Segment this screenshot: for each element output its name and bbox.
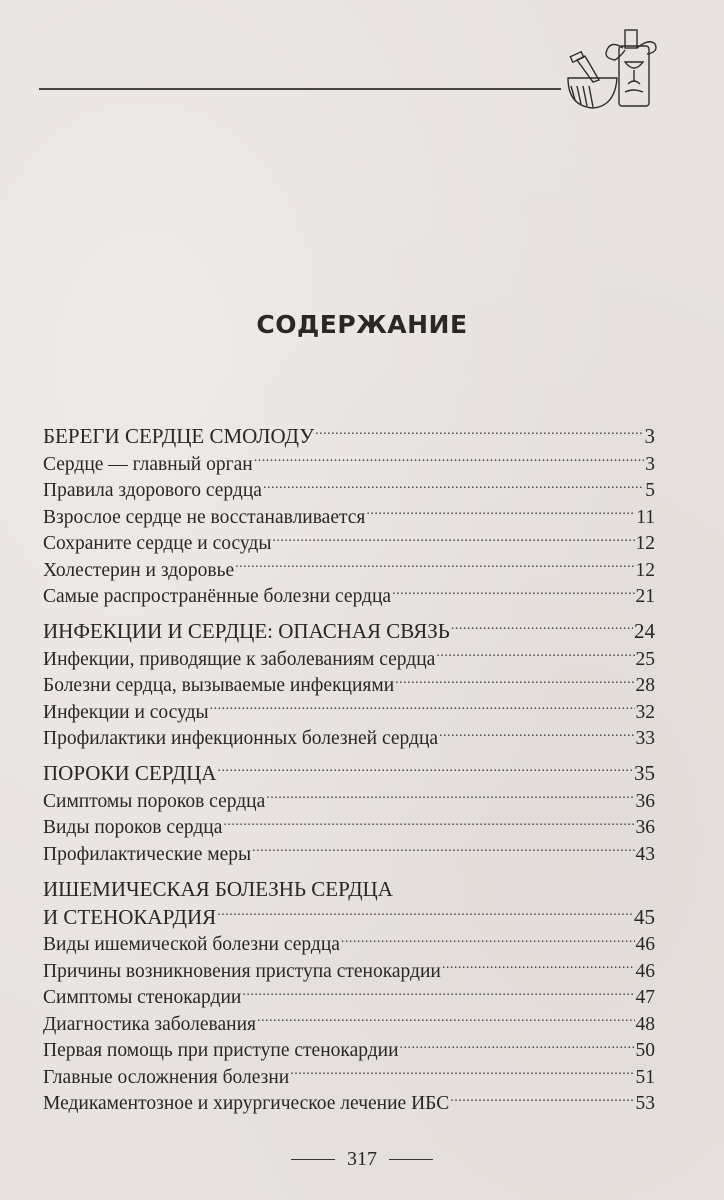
toc-entry-label: Взрослое сердце не восстанавливается: [43, 506, 366, 528]
toc-page-number: 33: [635, 728, 655, 749]
toc-section-title: БЕРЕГИ СЕРДЦЕ СМОЛОДУ: [43, 424, 315, 448]
footer-dash-left: [291, 1159, 335, 1161]
toc-entry[interactable]: [43, 931, 655, 958]
toc-section-title: ИНФЕКЦИИ И СЕРДЦЕ: ОПАСНАЯ СВЯЗЬ: [43, 619, 450, 643]
page-title: СОДЕРЖАНИЕ: [256, 310, 468, 339]
toc-page-number: 53: [635, 1093, 655, 1114]
toc-entry[interactable]: [43, 698, 655, 725]
toc-section-title-line1: ИШЕМИЧЕСКАЯ БОЛЕЗНЬ СЕРДЦА: [43, 876, 393, 901]
toc-page-number: 5: [645, 480, 655, 501]
toc-section[interactable]: [43, 759, 655, 787]
toc-entry-label: Самые распространённые болезни сердца: [43, 586, 392, 607]
toc-entry[interactable]: [43, 477, 655, 504]
toc-entry[interactable]: [43, 583, 655, 610]
leader-dots: [341, 931, 635, 951]
leader-dots: [257, 1010, 635, 1030]
toc-page-number: 32: [635, 701, 655, 723]
toc-entry-label: Холестерин и здоровье: [43, 559, 235, 581]
toc-page-number: 35: [634, 761, 655, 785]
toc-section[interactable]: [43, 422, 655, 450]
leader-dots: [217, 759, 633, 780]
toc-entry-label: Виды ишемической болезни сердца: [43, 934, 340, 955]
leader-dots: [235, 556, 634, 576]
toc-entry-label: Правила здорового сердца: [43, 480, 262, 501]
leader-dots: [272, 530, 634, 550]
toc-section[interactable]: [43, 617, 655, 645]
toc-page-number: 3: [645, 453, 655, 475]
toc-page-number: 45: [634, 904, 655, 929]
leader-dots: [210, 698, 635, 718]
leader-dots: [263, 477, 644, 497]
toc-section-continued[interactable]: [43, 903, 655, 931]
toc-entry-label: Инфекции и сосуды: [43, 701, 209, 723]
toc-entry-label: Главные осложнения болезни: [43, 1066, 290, 1088]
toc-section[interactable]: [43, 875, 655, 903]
toc-entry-label: Профилактические меры: [43, 843, 252, 865]
toc-entry-label: Медикаментозное и хирургическое лечение ИБС: [43, 1093, 450, 1114]
leader-dots: [400, 1037, 635, 1057]
toc-page-number: 36: [635, 790, 655, 812]
toc-page-number: 46: [635, 934, 655, 955]
toc-page-number: 3: [644, 424, 655, 448]
toc-entry-label: Болезни сердца, вызываемые инфекциями: [43, 675, 395, 696]
leader-dots: [290, 1063, 634, 1083]
toc-entry[interactable]: [43, 450, 655, 477]
toc-page-number: 50: [635, 1040, 655, 1061]
leader-dots: [366, 503, 635, 523]
toc-page-number: 51: [635, 1066, 655, 1088]
toc-page-number: 48: [635, 1013, 655, 1035]
toc-entry-label: Причины возникновения приступа стенокардии: [43, 960, 441, 982]
toc-entry-label: Симптомы стенокардии: [43, 987, 242, 1008]
mortar-pestle-bottle-icon: [563, 20, 683, 110]
toc-page-number: 43: [635, 843, 655, 865]
toc-entry[interactable]: [43, 725, 655, 752]
toc-page-number: 11: [636, 506, 655, 528]
toc-page-number: 28: [635, 675, 655, 696]
toc-entry-label: Сердце — главный орган: [43, 453, 253, 475]
toc-page-number: 12: [635, 533, 655, 554]
toc-entry-label: Симптомы пороков сердца: [43, 790, 266, 812]
table-of-contents: [43, 422, 655, 1116]
toc-section-title: ПОРОКИ СЕРДЦА: [43, 761, 217, 785]
toc-page-number: 24: [634, 619, 655, 643]
toc-entry-label: Первая помощь при приступе стенокардии: [43, 1040, 399, 1061]
toc-entry-label: Сохраните сердце и сосуды: [43, 533, 272, 554]
toc-entry[interactable]: [43, 957, 655, 984]
toc-entry[interactable]: [43, 503, 655, 530]
page-number: 317: [347, 1148, 377, 1170]
toc-entry[interactable]: [43, 840, 655, 867]
leader-dots: [392, 583, 634, 603]
leader-dots: [436, 645, 634, 665]
toc-entry[interactable]: [43, 814, 655, 841]
toc-entry[interactable]: [43, 1090, 655, 1117]
toc-page-number: 25: [635, 648, 655, 670]
toc-entry[interactable]: [43, 530, 655, 557]
toc-entry[interactable]: [43, 984, 655, 1011]
leader-dots: [217, 903, 633, 924]
leader-dots: [254, 450, 645, 470]
leader-dots: [451, 617, 633, 638]
footer-dash-right: [389, 1159, 433, 1161]
toc-entry-label: Инфекции, приводящие к заболеваниям сердца: [43, 648, 436, 670]
toc-page-number: 21: [635, 586, 655, 607]
toc-entry[interactable]: [43, 1037, 655, 1064]
leader-dots: [395, 672, 634, 692]
toc-entry-label: Виды пороков сердца: [43, 817, 223, 838]
toc-entry-label: Профилактики инфекционных болезней сердца: [43, 728, 439, 749]
leader-dots: [252, 840, 634, 860]
toc-page-number: 46: [635, 960, 655, 982]
toc-entry-label: Диагностика заболевания: [43, 1013, 256, 1035]
toc-entry[interactable]: [43, 1063, 655, 1090]
page-footer: [0, 1148, 724, 1171]
toc-section-title-line2: И СТЕНОКАРДИЯ: [43, 904, 217, 929]
toc-page-number: 12: [635, 559, 655, 581]
leader-dots: [442, 957, 635, 977]
leader-dots: [315, 422, 643, 443]
toc-entry[interactable]: [43, 672, 655, 699]
leader-dots: [266, 787, 634, 807]
toc-entry[interactable]: [43, 556, 655, 583]
toc-page-number: 36: [635, 817, 655, 838]
toc-entry[interactable]: [43, 1010, 655, 1037]
leader-dots: [223, 814, 634, 834]
leader-dots: [242, 984, 634, 1004]
toc-page-number: 47: [635, 987, 655, 1008]
toc-entry[interactable]: [43, 645, 655, 672]
leader-dots: [439, 725, 634, 745]
toc-entry[interactable]: [43, 787, 655, 814]
header-rule: [39, 88, 561, 90]
leader-dots: [450, 1090, 634, 1110]
